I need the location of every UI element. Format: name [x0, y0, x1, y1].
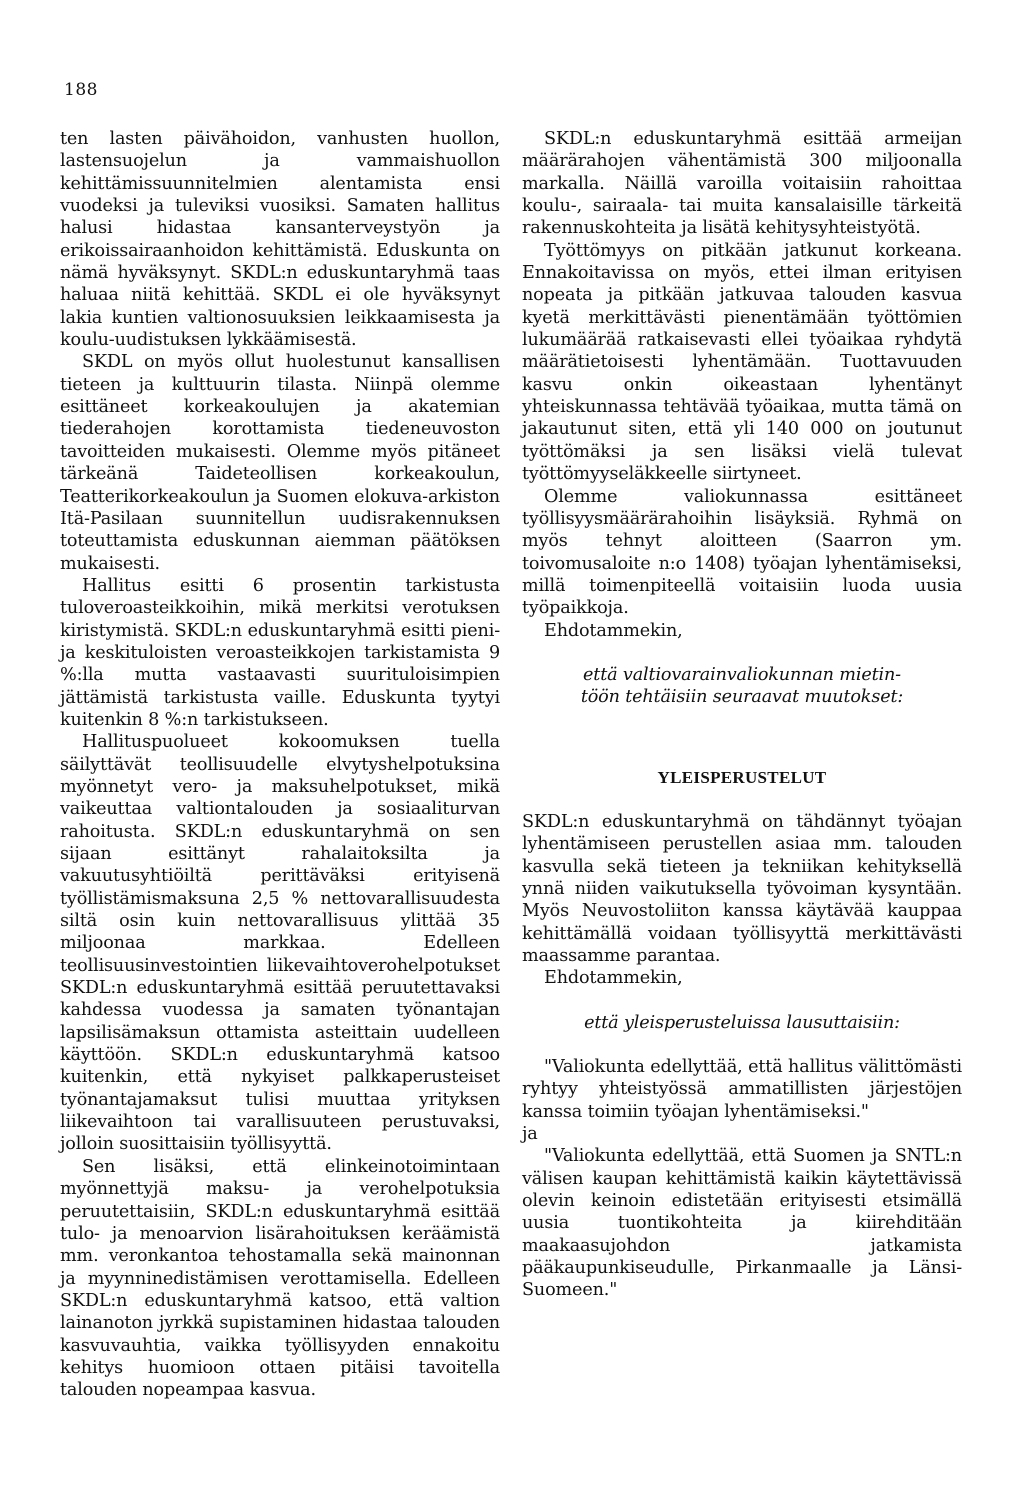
conjunction: ja — [522, 1124, 538, 1145]
right-paragraph-5: SKDL:n eduskuntaryhmä on tähdännyt työajan lyhentämiseen perustellen asiaa mm. talouden kasvulla sekä tieteen ja tekniikan kehityksellä ynnä niiden vaikutuksella työvoiman kysyntään. Myös Neuvostoliiton kanssa käytävää kauppaa kehittämällä voidaan työllisyyttä merkittävästi maassamme parantaa. — [522, 811, 962, 966]
section-heading: YLEISPERUSTELUT — [657, 767, 827, 787]
motion-1-line-2: töön tehtäisiin seuraavat muutokset: — [580, 687, 904, 708]
right-paragraph-1: SKDL:n eduskuntaryhmä esittää armeijan määrärahojen vähentämistä 300 miljoonalla markalla. Näillä varoilla voitaisiin rahoittaa koulu-, sairaala- tai muita kansalaisille tärkeitä rakennuskohteita ja lisätä kehitysyhteistyötä. — [522, 129, 962, 239]
right-paragraph-2: Työttömyys on pitkään jatkunut korkeana. Ennakoitavissa on myös, ettei ilman erityisen nopeata ja pitkään jatkuvaa talouden kasvua kyetä merkittävästi pienentämään työttömien lukumäärää ratkaisevasti ellei työaikaa ryhdytä määrätietoisesti lyhentämään. Tuottavuuden kasvu onkin oikeastaan lyhentänyt yhteiskunnassa tehtävää työaikaa, mutta tämä on jakautunut siten, että yli 140 000 on joutunut työttömäksi ja sen lisäksi vielä tulevat työttömyyseläkkeelle siirtyneet. — [522, 240, 962, 485]
right-paragraph-4: Ehdotammekin, — [544, 620, 683, 641]
left-paragraph-3: Hallitus esitti 6 prosentin tarkistusta tuloveroasteikkoihin, mikä merkitsi verotuksen kiristymistä. SKDL:n eduskuntaryhmä esitti pieni- ja keskituloisten veroasteikkojen tarkistamista 9 %:lla mutta vastaavasti suurituloisimpien jättämistä tarkistusta vaille. Eduskunta tyytyi kuitenkin 8 %:n tarkistukseen. — [60, 575, 500, 730]
left-column — [60, 128, 500, 1402]
left-paragraph-1: ten lasten päivähoidon, vanhusten huollon, lastensuojelun ja vammaishuollon kehittämissuunnitelmien alentamista ensi vuodeksi ja tuleviksi vuosiksi. Samaten hallitus halusi hidastaa kansanterveystyön ja erikoissairaanhoidon kehittämistä. Eduskunta on nämä hyväksynyt. SKDL:n eduskuntaryhmä taas haluaa niitä kehittää. SKDL ei ole hyväksynyt lakia kuntien valtionosuuksien leikkaamisesta ja koulu-uudistuksen lykkäämisestä. — [60, 129, 500, 351]
quote-2: "Valiokunta edellyttää, että Suomen ja SNTL:n välisen kaupan kehittämistä kaikin käytettävissä olevin keinoin edistetään erityisesti etsimällä uusia tuontikohteita ja kiirehditään maakaasujohdon jatkamista pääkaupunkiseudulle, Pirkanmaalle ja Länsi-Suomeen." — [522, 1146, 962, 1301]
left-paragraph-2: SKDL on myös ollut huolestunut kansallisen tieteen ja kulttuurin tilasta. Niinpä olemme esittäneet korkeakoulujen ja akatemian tiederahojen korottamista tiedeneuvoston tavoitteiden mukaisesti. Olemme myös pitäneet tärkeänä Taideteollisen korkeakoulun, Teatterikorkeakoulun ja Suomen elokuva-arkiston Itä-Pasilaan suunnitellun uudisrakennuksen toteuttamista eduskunnan aiemman päätöksen mukaisesti. — [60, 352, 500, 574]
right-paragraph-6: Ehdotammekin, — [544, 968, 683, 989]
page-number: 188 — [64, 80, 98, 100]
left-paragraph-5: Sen lisäksi, että elinkeinotoimintaan myönnettyjä maksu- ja verohelpotuksia peruutettaisiin, SKDL:n eduskuntaryhmä esittää tulo- ja menoarvion lisärahoituksen keräämistä mm. veronkantoa tehostamalla sekä mainonnan ja myynninedistämisen verottamisella. Edelleen SKDL:n eduskuntaryhmä katsoo, että valtion lainanoton jyrkkä supistaminen hidastaa talouden kasvuvauhtia, vaikka työllisyyden ennakoitu kehitys huomioon ottaen pitäisi tavoitella talouden nopeampaa kasvua. — [60, 1156, 500, 1401]
left-paragraph-4: Hallituspuolueet kokoomuksen tuella säilyttävät teollisuudelle elvytyshelpotuksina myönnetyt vero- ja maksuhelpotukset, mikä vaikeuttaa valtiontalouden ja sosiaaliturvan rahoitusta. SKDL:n eduskuntaryhmä on sen sijaan esittänyt rahalaitoksilta ja vakuutusyhtiöiltä perittäväksi erityisenä työllistämismaksuna 2,5 % nettovarallisuudesta siltä osin kuin nettovarallisuus ylittää 35 miljoonaa markkaa. Edelleen teollisuusinvestointien liikevaihtoverohelpotukset SKDL:n eduskuntaryhmä esittää peruutettavaksi kahdessa vuodessa ja samaten työnantajan lapsilisämaksun ottamista asteittain uudelleen käyttöön. SKDL:n eduskuntaryhmä katsoo kuitenkin, että nykyiset palkkaperusteiset työnantajamaksut tulisi muuttaa yrityksen liikevaihtoon tai varallisuuteen perustuvaksi, jolloin suosittaisiin työllisyyttä. — [60, 732, 500, 1155]
right-paragraph-3: Olemme valiokunnassa esittäneet työllisyysmäärärahoihin lisäyksiä. Ryhmä on myös tehnyt aloitteen (Saarron ym. toivomusaloite n:o 1408) työajan lyhentämiseksi, millä toimenpiteellä voitaisiin luoda uusia työpaikkoja. — [522, 486, 962, 619]
right-column — [522, 128, 962, 1302]
quote-1: "Valiokunta edellyttää, että hallitus välittömästi ryhtyy yhteistyössä ammatillisten järjestöjen kanssa toimiin työajan lyhentämiseksi." — [522, 1057, 962, 1122]
motion-2: että yleisperusteluissa lausuttaisiin: — [584, 1012, 900, 1033]
motion-1-line-1: että valtiovarainvaliokunnan mietin- — [583, 664, 901, 685]
